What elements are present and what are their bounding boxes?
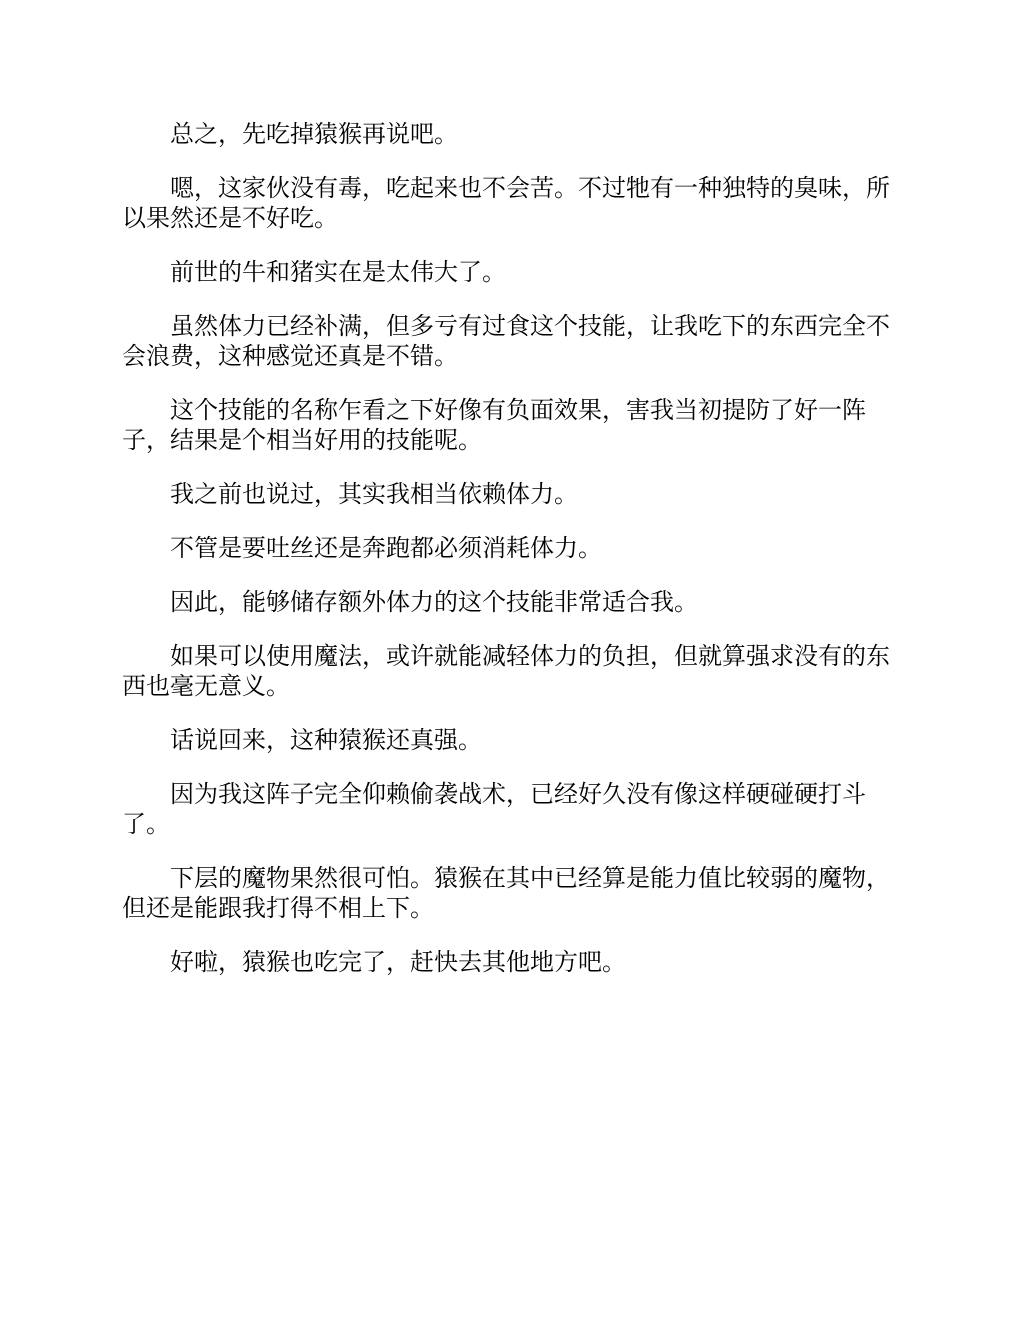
paragraph: 虽然体力已经补满，但多亏有过食这个技能，让我吃下的东西完全不会浪费，这种感觉还真是不错。 (122, 312, 890, 370)
document-page (122, 119, 898, 1001)
paragraph: 我之前也说过，其实我相当依赖体力。 (170, 480, 578, 508)
paragraph: 总之，先吃掉猿猴再说吧。 (170, 120, 458, 148)
paragraph: 嗯，这家伙没有毒，吃起来也不会苦。不过牠有一种独特的臭味，所以果然还是不好吃。 (122, 174, 890, 232)
paragraph: 不管是要吐丝还是奔跑都必须消耗体力。 (170, 534, 602, 562)
paragraph: 前世的牛和猪实在是太伟大了。 (170, 258, 506, 286)
paragraph: 如果可以使用魔法，或许就能减轻体力的负担，但就算强求没有的东西也毫无意义。 (122, 642, 890, 700)
paragraph: 话说回来，这种猿猴还真强。 (170, 726, 482, 754)
paragraph: 因此，能够储存额外体力的这个技能非常适合我。 (170, 588, 698, 616)
paragraph: 好啦，猿猴也吃完了，赶快去其他地方吧。 (170, 948, 626, 976)
paragraph: 这个技能的名称乍看之下好像有负面效果，害我当初提防了好一阵子，结果是个相当好用的技能呢。 (122, 396, 866, 454)
paragraph: 因为我这阵子完全仰赖偷袭战术，已经好久没有像这样硬碰硬打斗了。 (122, 780, 866, 838)
paragraph: 下层的魔物果然很可怕。猿猴在其中已经算是能力值比较弱的魔物，但还是能跟我打得不相上下。 (122, 864, 890, 922)
